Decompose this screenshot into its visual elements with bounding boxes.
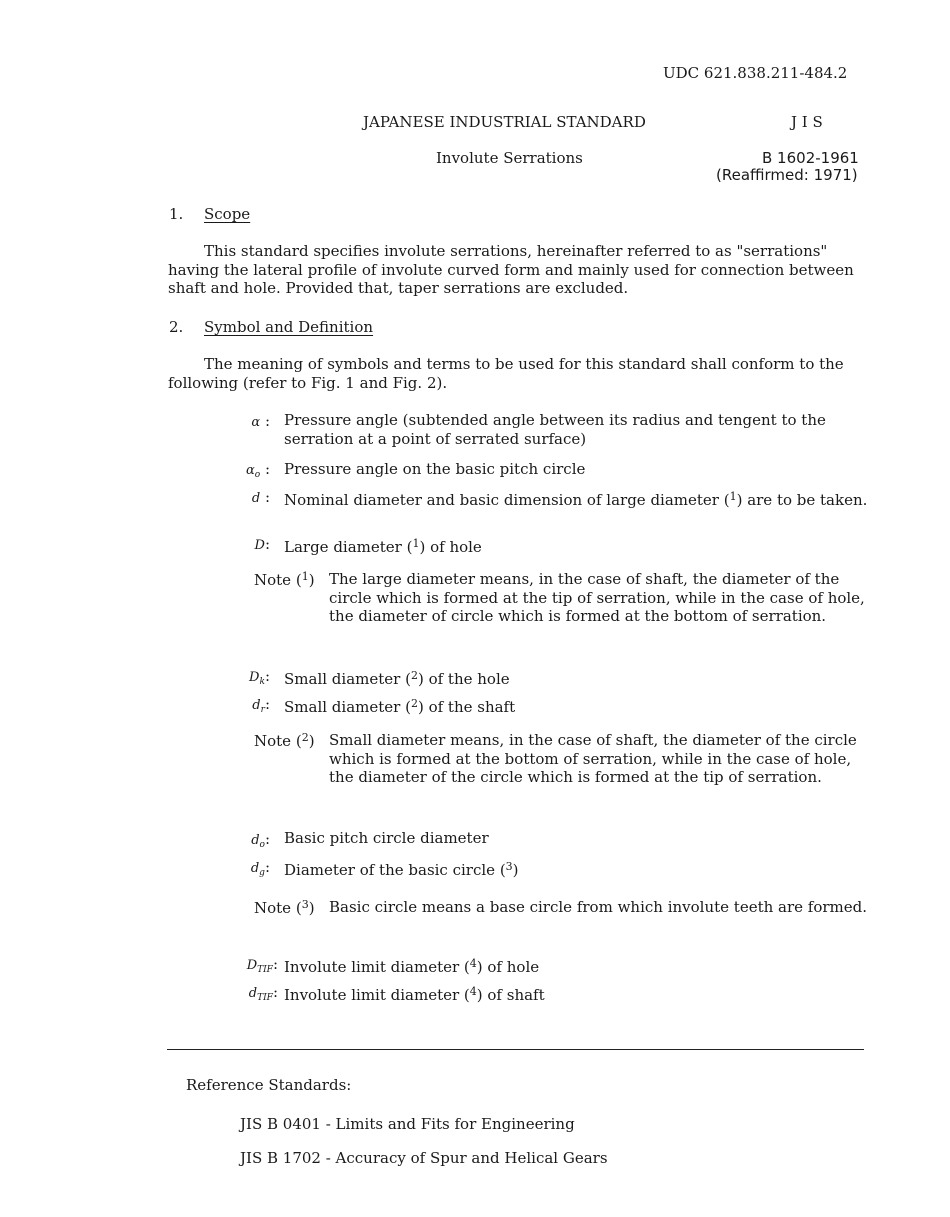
section-1-heading: Scope	[204, 205, 251, 223]
symbol-dr: $d_r$:	[252, 695, 270, 715]
definition-dg: Diameter of the basic circle ($^3$)	[284, 860, 519, 879]
note-3-label: Note ($^3$)	[254, 898, 315, 917]
definition-Dk: Small diameter ($^2$) of the hole	[284, 669, 510, 688]
symbol-dTIF: $d_{TIF}$:	[248, 983, 278, 1003]
symbol-d: d :	[251, 488, 270, 506]
symbols-intro: The meaning of symbols and terms to be used for this standard shall conform to the following (refer to Fig. 1 and Fig. 2).	[168, 355, 844, 392]
definition-do: Basic pitch circle diameter	[284, 829, 489, 847]
note-1-label: Note ($^1$)	[254, 570, 315, 589]
note-1-text: The large diameter means, in the case of shaft, the diameter of the circle which is formed at the tip of serration, while in the case of hole, the diameter of circle which is formed at the bottom of serration.	[329, 570, 865, 625]
standard-number: B 1602-1961	[762, 149, 859, 167]
symbol-alpha: α :	[251, 412, 270, 430]
references-heading: Reference Standards:	[186, 1076, 352, 1094]
reference-item: JIS B 0401 - Limits and Fits for Engineering	[240, 1115, 575, 1133]
definition-alpha-o: Pressure angle on the basic pitch circle	[284, 460, 586, 478]
note-2-text: Small diameter means, in the case of shaft, the diameter of the circle which is formed at the bottom of serration, while in the case of hole, the diameter of the circle which is formed at the tip of serration.	[329, 731, 857, 786]
note-2-label: Note ($^2$)	[254, 731, 315, 750]
symbol-DTIF: $D_{TIF}$:	[246, 955, 278, 975]
symbol-do: $d_o$:	[251, 830, 270, 850]
symbol-dg: $d_g$:	[250, 858, 270, 878]
note-3-text: Basic circle means a base circle from which involute teeth are formed.	[329, 898, 868, 916]
definition-dTIF: Involute limit diameter ($^4$) of shaft	[284, 985, 545, 1004]
definition-D: Large diameter ($^1$) of hole	[284, 537, 482, 556]
symbol-D: D:	[254, 535, 270, 553]
symbol-Dk: $D_k$:	[249, 667, 270, 687]
footnote-divider	[167, 1049, 864, 1050]
scope-paragraph: This standard specifies involute serrations, hereinafter referred to as "serrations" having the lateral profile of involute curved form and mainly used for connection between shaft and hole. Provided that, taper serrations are excluded.	[168, 242, 854, 297]
definition-alpha: Pressure angle (subtended angle between its radius and tengent to the serration at a point of serrated surface)	[284, 411, 826, 448]
symbol-alpha-o: $\alpha_o$ :	[245, 460, 270, 480]
definition-d: Nominal diameter and basic dimension of large diameter ($^1$) are to be taken.	[284, 490, 868, 509]
standard-org: JAPANESE INDUSTRIAL STANDARD	[363, 113, 646, 131]
reaffirmed-date: (Reaffirmed: 1971)	[716, 166, 858, 184]
udc-code: UDC 621.838.211-484.2	[663, 64, 848, 82]
section-2-number: 2.	[169, 318, 184, 336]
section-2-heading: Symbol and Definition	[204, 318, 374, 336]
definition-dr: Small diameter ($^2$) of the shaft	[284, 697, 516, 716]
jis-label: J I S	[791, 113, 823, 131]
definition-DTIF: Involute limit diameter ($^4$) of hole	[284, 957, 540, 976]
document-title: Involute Serrations	[436, 149, 583, 167]
reference-item: JIS B 1702 - Accuracy of Spur and Helical Gears	[240, 1149, 608, 1167]
section-1-number: 1.	[169, 205, 184, 223]
